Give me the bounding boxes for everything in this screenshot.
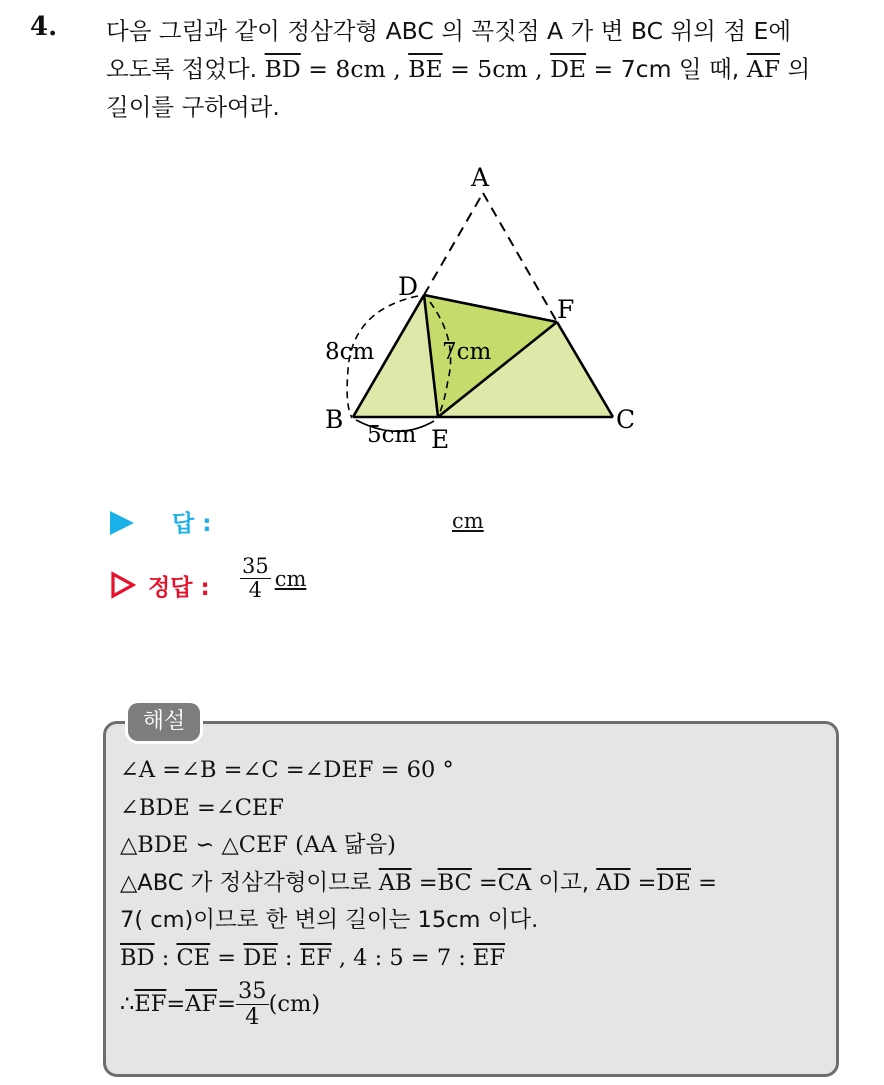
question-line-2: 오도록 접었다. $\overline{BD} = 8cm$ , $\overline{BE} = 5cm$ , $\overline{DE} = 7cm$ 일 때, $\overline{AF}$ 의 [106, 55, 811, 83]
explanation-line-1: ∠A =∠B =∠C =∠DEF = 60 ° [120, 757, 454, 783]
dashed-af [483, 193, 557, 322]
solution-value [240, 555, 306, 602]
label-e: E [431, 425, 450, 454]
question-line-1: 다음 그림과 같이 정삼각형 ABC 의 꼭짓점 A 가 변 BC 위의 점 E에 [106, 17, 792, 45]
answer-label: 답 : [172, 511, 212, 537]
solution-denominator: 4 [248, 578, 263, 603]
segment-af: $\overline{AF}$ [746, 55, 781, 83]
length-de-label: 7cm [442, 339, 492, 365]
label-a: A [471, 163, 490, 192]
explanation-line-7: ∴ $\overline{EF}$ = $\overline{AF}$ = $\frac{35}{4}$ (cm) [120, 978, 321, 1030]
answer-unit: cm [452, 509, 484, 533]
explanation-line-2: ∠BDE =∠CEF [120, 794, 284, 821]
solution-label: 정답 : [148, 575, 210, 601]
segment-bd: $\overline{BD}$ [264, 55, 301, 83]
explanation-tag: 해설 [128, 703, 200, 741]
explanation-fraction: $\frac{35}{4}$ [237, 978, 267, 1030]
solution-row [110, 555, 610, 625]
length-bd-label: 8cm [325, 339, 375, 365]
explanation-line-5: 7( cm)이므로 한 변의 길이는 15cm 이다. [120, 907, 539, 933]
solution-numerator: 35 [242, 554, 269, 578]
segment-de: $\overline{DE}$ [550, 55, 587, 83]
question-line-3: 길이를 구하여라. [106, 93, 280, 121]
answer-row [110, 505, 610, 545]
triangle-figure [300, 150, 660, 460]
label-b: B [325, 405, 344, 434]
dashed-ad [424, 193, 483, 295]
explanation-line-4: △ABC 가 정삼각형이므로 $\overline{AB} =\overline{BC} =\overline{CA}$ 이고, $\overline{AD} =\overline{DE}$ = [120, 869, 717, 896]
label-d: D [398, 272, 419, 301]
length-be-label: 5cm [367, 422, 417, 448]
explanation-content [120, 752, 832, 1030]
solution-fraction [240, 555, 271, 602]
question-text [106, 12, 866, 126]
solution-unit: cm [274, 566, 307, 591]
label-c: C [616, 405, 636, 434]
label-f: F [557, 295, 575, 324]
explanation-line-3: △BDE ∽ △CEF (AA 닮음) [120, 832, 396, 858]
explanation-line-6: $\overline{BD}$ : $\overline{CE} = \overline{DE}$ : $\overline{EF}$ , 4 : 5 = 7 : $\overline{EF}$ [120, 944, 506, 971]
outline-triangle-icon [110, 571, 136, 599]
question-number: 4. [30, 12, 58, 42]
play-triangle-icon [110, 511, 134, 535]
segment-be: $\overline{BE}$ [408, 55, 443, 83]
